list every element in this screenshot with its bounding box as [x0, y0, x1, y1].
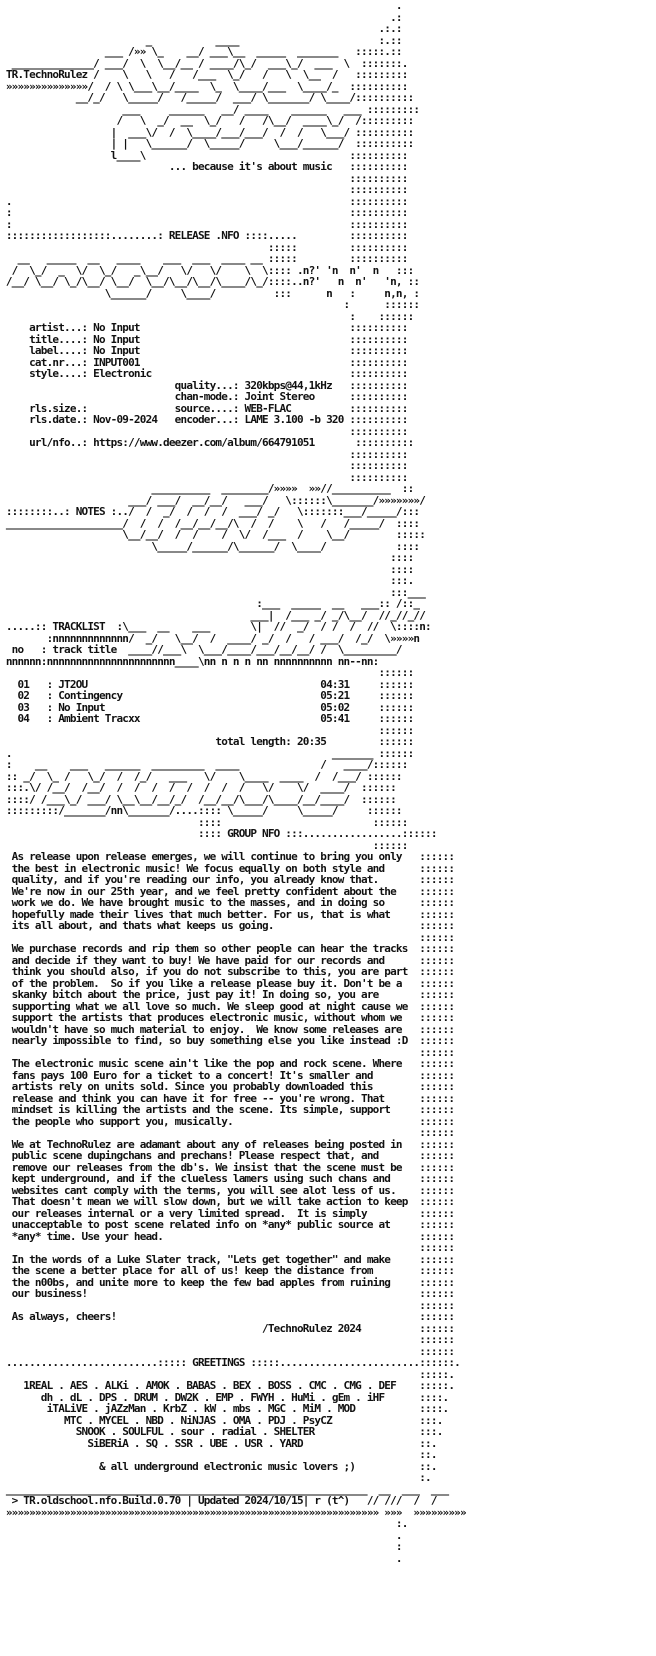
nfo-line: :nnnnnnnnnnnnn/ _/ \__/ / ____/ _/ / / ___/ /_/ \»»»»n: [0, 631, 420, 645]
nfo-line: our releases internal or a very limited spread. It is simply ::::::: [0, 1206, 455, 1220]
nfo-line: websites cant comply with the terms, you will see alot less of us. ::::::: [0, 1183, 455, 1197]
nfo-line: title....: No Input ::::::::::: [0, 332, 408, 346]
nfo-line: supporting what we all love so much. We sleep good at night cause we ::::::: [0, 999, 455, 1013]
nfo-line: ::::::: [0, 723, 414, 737]
nfo-line: release and think you can have it for free -- you're wrong. That ::::::: [0, 1091, 455, 1105]
nfo-line: no : track title ____//___\ \___/____/___/__/__/ / \_________/: [0, 643, 402, 656]
nfo-line: .: [0, 0, 402, 12]
nfo-line: .....:: TRACKLIST :\___ __ ___ \| // _/ / / / // \::::n:: [0, 620, 431, 633]
nfo-line: : ::::::::::: [0, 217, 408, 231]
nfo-line: rls.date.: Nov-09-2024 encoder...: LAME 3.100 -b 320 ::::::::::: [0, 413, 408, 426]
nfo-line: ______________/ ___/ \ \__/__ / ____/\_/ ___\_/ ___ \ :::::::.: [0, 56, 408, 70]
nfo-line: / \_/ _ \/ \_/ _\__/ \/ \/ \ \:::: .n?' 'n n' n :::: [0, 263, 414, 277]
nfo-line: l____\ ::::::::::: [0, 148, 408, 162]
nfo-line: »»»»»»»»»»»»»»/ / \ \___\__/____ \_ \____/___ \____/_ ::::::::::: [0, 79, 408, 93]
nfo-line: total length: 20:35 ::::::: [0, 735, 414, 748]
nfo-line: :.: [0, 1517, 408, 1530]
nfo-line: ::::::::::: [0, 447, 408, 461]
nfo-line: MTC . MYCEL . NBD . NiNJAS . OMA . PDJ . PsyCZ :::.: [0, 1413, 443, 1427]
nfo-line: & all underground electronic music lovers ;) ::.: [0, 1459, 437, 1473]
nfo-line: ::::::: [0, 1298, 455, 1312]
nfo-line: : __ ___ ______ _________ ____ / ____/::::::: [0, 758, 408, 771]
nfo-line: cat.nr...: INPUT001 ::::::::::: [0, 355, 408, 369]
nfo-line: \______/ \____/ ::: n : n,n, :: [0, 286, 420, 300]
nfo-line: SNOOK . SOULFUL . sour . radial . SHELTER :::.: [0, 1425, 443, 1438]
nfo-line: ::::::: [0, 1045, 455, 1059]
nfo-line: ::::::::::: [0, 424, 408, 438]
nfo-line: nnnnnn:nnnnnnnnnnnnnnnnnnnnnn____\nn n n n nn nnnnnnnnnn nn--nn:: [0, 654, 379, 668]
nfo-line: url/nfo..: https://www.deezer.com/album/664791051 ::::::::::: [0, 436, 414, 449]
nfo-line: ___ ______ __/ ____ ______ ___ :::::::::: [0, 102, 420, 116]
nfo-line: ::::::::::::::::::........: RELEASE .NFO ::::..... ::::::::::: [0, 229, 408, 242]
nfo-line: / \ _/ __ \_/ / /\__/ ____\_/ /:::::::::: [0, 114, 414, 127]
nfo-line: our business! ::::::: [0, 1287, 455, 1300]
nfo-line: chan-mode.: Joint Stereo ::::::::::: [0, 390, 408, 403]
nfo-line: . _______ ::::::: [0, 746, 414, 760]
nfo-line: ::::::: [0, 838, 408, 852]
nfo-line: | | \______/ \_____/ \___/______/ ::::::::::: [0, 137, 414, 150]
nfo-line: kept underground, and if the clueless lamers using such chans and ::::::: [0, 1172, 455, 1185]
nfo-line: \__/__/ / / / \/ /___ / \__/ :::::: [0, 528, 426, 541]
nfo-line: ::::: ::::::::::: [0, 240, 408, 254]
nfo-line: In the words of a Luke Slater track, "Lets get together" and make ::::::: [0, 1252, 455, 1266]
nfo-line: ::::::::::: [0, 183, 408, 196]
nfo-line: .:.:: [0, 22, 402, 35]
nfo-line: : ::::::::::: [0, 206, 408, 219]
nfo-line: style....: Electronic ::::::::::: [0, 367, 408, 380]
nfo-line: 04 : Ambient Tracxx 05:41 ::::::: [0, 712, 414, 725]
nfo-line: .:: [0, 10, 402, 24]
nfo-line: ... because it's about music ::::::::::: [0, 160, 408, 173]
nfo-line: :: _/ \_ / \_/ / /_/ ___ \/ \____ ____ / /___/ ::::::: [0, 769, 402, 783]
nfo-line: SiBERiA . SQ . SSR . UBE . USR . YARD ::.: [0, 1436, 437, 1450]
nfo-line: _ ____ :.::: [0, 33, 402, 47]
nfo-line: We purchase records and rip them so other people can hear the tracks ::::::: [0, 942, 455, 955]
nfo-line: We at TechnoRulez are adamant about any of releases being posted in ::::::: [0, 1137, 455, 1151]
nfo-line: 01 : JT2OU 04:31 ::::::: [0, 677, 414, 691]
nfo-line: unacceptable to post scene related info on *any* public source at ::::::: [0, 1218, 455, 1231]
nfo-line: ::::::: [0, 1126, 455, 1139]
nfo-line: ::::::: [0, 1241, 455, 1254]
nfo-line: *any* time. Use your head. ::::::: [0, 1229, 455, 1243]
nfo-line: ::.: [0, 1448, 437, 1461]
nfo-line: skanky bitch about the price, just pay it! In doing so, you are ::::::: [0, 988, 455, 1001]
nfo-line: mindset is killing the artists and the scene. Its simple, support ::::::: [0, 1103, 455, 1116]
nfo-line: ::::::::::: [0, 470, 408, 484]
nfo-line: fans pays 100 Euro for a ticket to a concert! It's smaller and ::::::: [0, 1068, 455, 1082]
nfo-line: ______________________________________________________________ __ ___ ___: [0, 1482, 449, 1496]
nfo-line: the best in electronic music! We focus equally on both style and ::::::: [0, 861, 455, 875]
nfo-line: :.: [0, 1471, 431, 1484]
nfo-line: We're now in our 25th year, and we feel pretty confident about the ::::::: [0, 884, 455, 898]
nfo-line: :::::::::/_______/nn\_______/....:::: \_____/ \_____/ ::::::: [0, 804, 402, 817]
nfo-line: hopefully made their lives that much better. For us, that is what ::::::: [0, 907, 455, 921]
nfo-line: __________ ________/»»»» »»//__________ ::: [0, 482, 414, 495]
nfo-line: rls.size.: source....: WEB-FLAC ::::::::::: [0, 401, 408, 415]
nfo-line: think you should also, if you do not subscribe to this, you are part ::::::: [0, 965, 455, 978]
nfo-line: That doesn't mean we will slow down, but we will take action to keep ::::::: [0, 1195, 455, 1208]
nfo-line: quality, and if you're reading our info, you already know that. ::::::: [0, 873, 455, 886]
nfo-line: remove our releases from the db's. We insist that the scene must be ::::::: [0, 1160, 455, 1174]
nfo-line: /TechnoRulez 2024 ::::::: [0, 1321, 455, 1335]
nfo-line: TR.TechnoRulez / \ \ / /___ \_/ / \ \__ / :::::::::: [0, 68, 408, 81]
nfo-line: 03 : No Input 05:02 ::::::: [0, 700, 414, 714]
nfo-line: work we do. We have brought music to the masses, and in doing so ::::::: [0, 896, 455, 909]
nfo-line: As release upon release emerges, we will continue to bring you only ::::::: [0, 850, 455, 863]
nfo-line: .: [0, 1551, 402, 1565]
nfo-line: support the artists that produces electronic music, without whom we ::::::: [0, 1011, 455, 1024]
nfo-line: :::.: [0, 574, 414, 587]
nfo-line: ::::::::::: [0, 459, 408, 472]
nfo-line: \_____/______/\______/ \____/ ::::: [0, 539, 420, 553]
nfo-line: ___ /»» \_ __/ ___\__ _____ _______ :::::.::: [0, 45, 402, 58]
nfo-line: artist...: No Input ::::::::::: [0, 321, 408, 334]
nfo-line: :::.\/ /__/ /__/ / / / / / / / / \/ \/ ____/ ::::::: [0, 781, 396, 794]
nfo-line: dh . dL . DPS . DRUM . DW2K . EMP . FWYH . HuMi . gEm . iHF ::::.: [0, 1390, 449, 1404]
nfo-line: :___ _____ __ ___:: /::_: [0, 597, 420, 610]
nfo-line: : ::::::: [0, 298, 420, 311]
nfo-line: ___/ ___/ __/__/ ___/ \::::::\_______/»»»»»»»/: [0, 493, 426, 507]
nfo-line: ____________________/ / / /__/__/__/\ / / \ / /_____/ ::::: [0, 516, 420, 530]
nfo-line: iTALiVE . jAZzMan . KrbZ . kW . mbs . MGC . MiM . MOD ::::.: [0, 1402, 449, 1415]
nfo-line: .: [0, 1528, 402, 1542]
nfo-line: »»»»»»»»»»»»»»»»»»»»»»»»»»»»»»»»»»»»»»»»»»»»»»»»»»»»»»»»»»»»»»»» »»» »»»»»»»»»: [0, 1505, 466, 1519]
nfo-line: ::::::: [0, 1344, 455, 1358]
nfo-line: ..........................::::: GREETINGS :::::........................::::::.: [0, 1356, 460, 1369]
nfo-line: its all about, and thats what keeps us going. ::::::: [0, 919, 455, 932]
nfo-line: As always, cheers! ::::::: [0, 1310, 455, 1323]
nfo-line: :: [0, 1540, 402, 1553]
nfo-line: and decide if they want to buy! We have paid for our records and ::::::: [0, 953, 455, 967]
nfo-line: :::___: [0, 585, 426, 599]
nfo-line: __/_/ \_____/ /_____/ ___/ \_______/ \____/::::::::::: [0, 91, 414, 104]
nfo-line: the people who support you, musically. ::::::: [0, 1114, 455, 1128]
nfo-line: 02 : Contingency 05:21 ::::::: [0, 689, 414, 702]
nfo-line: The electronic music scene ain't like the pop and rock scene. Where ::::::: [0, 1057, 455, 1070]
nfo-line: __ _____ __ ____ ___ ___ ____ __ ::::: ::::::::::: [0, 252, 408, 265]
nfo-line: ::::::::..: NOTES :../ / _/ / / / ___/ _/ \:::::::___/_____/:::: [0, 505, 420, 518]
nfo-line: :::::.: [0, 1367, 455, 1381]
nfo-line: | ___\/ / \____/___/___/ / / \___/ ::::::::::: [0, 125, 414, 139]
nfo-line: ::::/ /___\_/ ___/ \__\__/__/_/ /__/__/\___/\____/__/____/ ::::::: [0, 792, 396, 806]
nfo-line: > TR.oldschool.nfo.Build.0.70 | Updated 2024/10/15| r (t^) // /// / /: [0, 1494, 437, 1507]
nfo-line: :::: ::::::: [0, 815, 408, 829]
nfo-line: nearly impossible to find, so buy something else you like instead :D ::::::: [0, 1034, 455, 1047]
nfo-line: ::::::: [0, 666, 414, 679]
nfo-line: wouldn't have so much material to enjoy. We know some releases are ::::::: [0, 1022, 455, 1036]
nfo-line: 1REAL . AES . ALKi . AMOK . BABAS . BEX . BOSS . CMC . CMG . DEF :::::.: [0, 1379, 455, 1392]
nfo-line: public scene dupingchans and prechans! Please respect that, and ::::::: [0, 1149, 455, 1162]
nfo-line: /__/ \__/ \_/\__/ \__/ \__/\__/\__/\____/\_/::::..n?' n n' 'n, ::: [0, 275, 420, 288]
nfo-line: :::: GROUP NFO :::.................::::::: [0, 827, 437, 840]
nfo-line: . ::::::::::: [0, 194, 408, 208]
nfo-line: of the problem. So if you like a release please buy it. Don't be a ::::::: [0, 976, 455, 990]
nfo-line: the n00bs, and unite more to keep the few bad apples from ruining ::::::: [0, 1275, 455, 1289]
nfo-line: ::::::: [0, 930, 455, 944]
nfo-line: quality...: 320kbps@44,1kHz ::::::::::: [0, 378, 408, 392]
nfo-line: ::::: [0, 551, 414, 564]
nfo-line: ___| /___ _/ _/\__/ //_//_//: [0, 608, 426, 622]
nfo-line: : ::::::: [0, 309, 414, 323]
nfo-line: label....: No Input ::::::::::: [0, 344, 408, 357]
nfo-line: artists rely on units sold. Since you probably downloaded this ::::::: [0, 1080, 455, 1093]
nfo-line: ::::: [0, 562, 414, 576]
nfo-line: ::::::::::: [0, 171, 408, 185]
nfo-line: ::::::: [0, 1333, 455, 1346]
nfo-line: the scene a better place for all of us! keep the distance from ::::::: [0, 1264, 455, 1277]
